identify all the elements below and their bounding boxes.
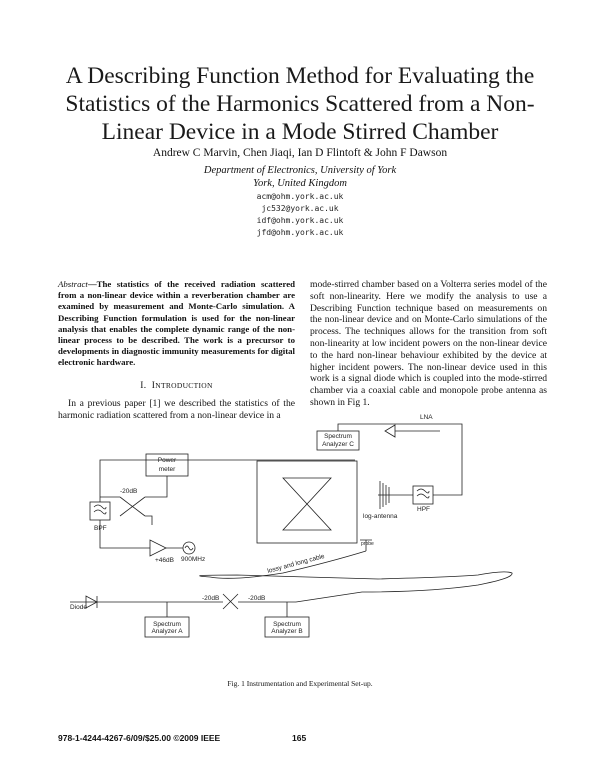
- section-number: I.: [140, 381, 147, 391]
- analyzer-a-label-1: Spectrum: [153, 621, 181, 628]
- footer-isbn: 978-1-4244-4267-6/09/$25.00 ©2009 IEEE: [58, 733, 221, 743]
- gain-label: +46dB: [155, 557, 174, 564]
- amplifier-icon: [150, 540, 166, 556]
- section-title-rest: NTRODUCTION: [155, 381, 213, 390]
- analyzer-b-label-1: Spectrum: [273, 621, 301, 628]
- bpf-box: [90, 502, 110, 520]
- right-column-paragraph: mode-stirred chamber based on a Volterra series model of the soft non-linearity. Here we modify the analysis to use a Describing Function technique based on measurements on the non-linear device and on Monte-Carlo simulations of the process. The techniques allows for the transition from soft non-linearity at low incident powers on the non-linear device to the hard non-linear behaviour exhibited by the device at higher incident powers. The non-linear device used in this work is a signal diode which is coupled into the mode-stirred chamber via a coaxial cable and monopole probe antenna as shown in Fig 1.: [310, 279, 547, 408]
- abstract-text: —The statistics of the received radiation scattered from a non-linear device within a reverberation chamber are examined by measurement and Monte-Carlo simulation. A Describing Function formulation is used for the non-linear analysis that enables the complete dynamic range of the non-linear process to be described. The work is a precursor to developments in diagnostic immunity measurements for digital electronic hardware.: [58, 279, 295, 368]
- lna-label: LNA: [420, 414, 433, 421]
- analyzer-c-label-1: Spectrum: [324, 433, 352, 440]
- authors: Andrew C Marvin, Chen Jiaqi, Ian D Flintoft & John F Dawson: [152, 147, 448, 159]
- probe-label: probe: [361, 541, 374, 547]
- page-number: 165: [292, 733, 307, 743]
- diode-label: Diode: [70, 604, 87, 611]
- log-antenna-label: log-antenna: [363, 513, 398, 520]
- analyzer-a-label-2: Analyzer A: [151, 628, 183, 635]
- lna-icon: [385, 425, 395, 437]
- att-left-label: -20dB: [202, 595, 220, 602]
- affiliation-location: York, United Kingdom: [253, 178, 347, 189]
- email-address[interactable]: acm@ohm.york.ac.uk: [256, 192, 344, 201]
- att-top-label: -20dB: [120, 488, 138, 495]
- bpf-label: BPF: [94, 525, 107, 532]
- cable-label: lossy and long cable: [266, 552, 326, 575]
- reverberation-chamber: [257, 461, 357, 543]
- email-address[interactable]: jfd@ohm.york.ac.uk: [256, 228, 344, 237]
- power-meter-label-1: Power: [157, 457, 177, 464]
- intro-paragraph: In a previous paper [1] we described the statistics of the harmonic radiation scattered from a non-linear device in a: [58, 398, 295, 421]
- affiliation-department: Department of Electronics, University of York: [203, 165, 397, 176]
- power-meter-label-2: meter: [158, 466, 176, 473]
- figure-caption: Fig. 1 Instrumentation and Experimental Set-up.: [227, 679, 373, 688]
- section-title-initial: I: [151, 381, 156, 391]
- source-label: 900MHz: [181, 556, 206, 563]
- analyzer-b-label-2: Analyzer B: [271, 628, 303, 635]
- hpf-label: HPF: [417, 506, 430, 513]
- hpf-box: [413, 486, 433, 504]
- mode-stirrer: [283, 478, 331, 530]
- email-address[interactable]: idf@ohm.york.ac.uk: [256, 216, 344, 225]
- att-right-label: -20dB: [248, 595, 266, 602]
- paper-title: A Describing Function Method for Evaluating the Statistics of the Harmonics Scattered from a Non-Linear Device in a Mode Stirred Chamber: [65, 63, 535, 145]
- analyzer-c-label-2: Analyzer C: [322, 441, 354, 448]
- abstract-label: Abstract: [58, 279, 88, 289]
- email-address[interactable]: jc532@york.ac.uk: [261, 204, 339, 213]
